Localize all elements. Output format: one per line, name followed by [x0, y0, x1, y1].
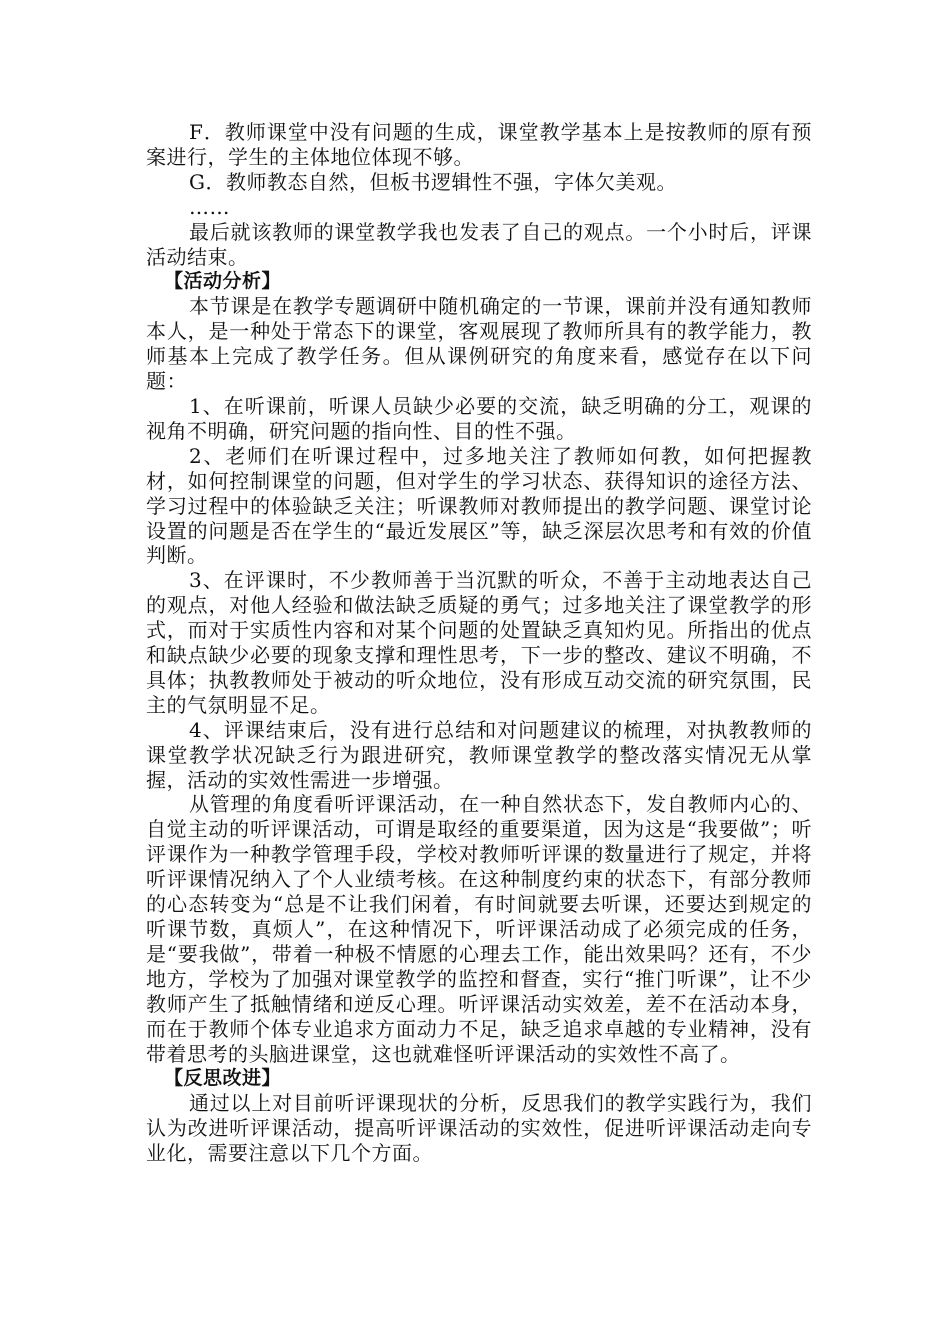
paragraph-g: G．教师教态自然，但板书逻辑性不强，字体欠美观。: [189, 169, 677, 194]
paragraph-issue-3: 3、在评课时，不少教师善于当沉默的听众，不善于主动地表达自己的观点，对他人经验和做法缺乏质疑的勇气；过多地关注了课堂教学的形式，而对于实质性内容和对某个问题的处置缺乏真知灼见。所指出的优点和缺点缺少必要的现象支撑和理性思考，下一步的整改、建议不明确，不具体；执教教师处于被动的听众地位，没有形成互动交流的研究氛围，民主的气氛明显不足。: [146, 568, 812, 717]
paragraph-issue-4: 4、评课结束后，没有进行总结和对问题建议的梳理，对执教教师的课堂教学状况缺乏行为跟进研究，教师课堂教学的整改落实情况无从掌握，活动的实效性需进一步增强。: [146, 717, 812, 792]
paragraph-issue-1: 1、在听课前，听课人员缺少必要的交流，缺乏明确的分工，观课的视角不明确，研究问题的指向性、目的性不强。: [146, 393, 812, 443]
section-heading-analysis: 【活动分析】: [164, 270, 282, 293]
section-heading-reflection: 【反思改进】: [164, 1067, 282, 1090]
paragraph-f: F．教师课堂中没有问题的生成，课堂教学基本上是按教师的原有预案进行，学生的主体地位体现不够。: [146, 120, 812, 169]
paragraph-issue-2: 2、老师们在听课过程中，过多地关注了教师如何教，如何把握教材，如何控制课堂的问题，但对学生的学习状态、获得知识的途径方法、学习过程中的体验缺乏关注；听课教师对教师提出的教学问题、课堂讨论设置的问题是否在学生的“最近发展区”等，缺乏深层次思考和有效的价值判断。: [146, 443, 812, 568]
paragraph-conclusion: 最后就该教师的课堂教学我也发表了自己的观点。一个小时后，评课活动结束。: [146, 219, 812, 269]
paragraph-analysis-intro: 本节课是在教学专题调研中随机确定的一节课，课前并没有通知教师本人，是一种处于常态下的课堂，客观展现了教师所具有的教学能力，教师基本上完成了教学任务。但从课例研究的角度来看，感觉存在以下问题：: [146, 294, 812, 394]
ellipsis-line: ……: [189, 194, 230, 219]
document-body: [146, 120, 812, 1166]
paragraph-reflection: 通过以上对目前听评课现状的分析，反思我们的教学实践行为，我们认为改进听评课活动，提高听评课活动的实效性，促进听评课活动走向专业化，需要注意以下几个方面。: [146, 1091, 812, 1166]
paragraph-management: 从管理的角度看听评课活动，在一种自然状态下，发自教师内心的、自觉主动的听评课活动，可谓是取经的重要渠道，因为这是“我要做”；听评课作为一种教学管理手段，学校对教师听评课的数量进行了规定，并将听评课情况纳入了个人业绩考核。在这种制度约束的状态下，有部分教师的心态转变为“总是不让我们闲着，有时间就要去听课，还要达到规定的听课节数，真烦人”，在这种情况下，听评课活动成了必须完成的任务，是“要我做”，带着一种极不情愿的心理去工作，能出效果吗？还有，不少地方，学校为了加强对课堂教学的监控和督查，实行“推门听课”，让不少教师产生了抵触情绪和逆反心理。听评课活动实效差，差不在活动本身，而在于教师个体专业追求方面动力不足，缺乏追求卓越的专业精神，没有带着思考的头脑进课堂，这也就难怪听评课活动的实效性不高了。: [146, 792, 812, 1066]
